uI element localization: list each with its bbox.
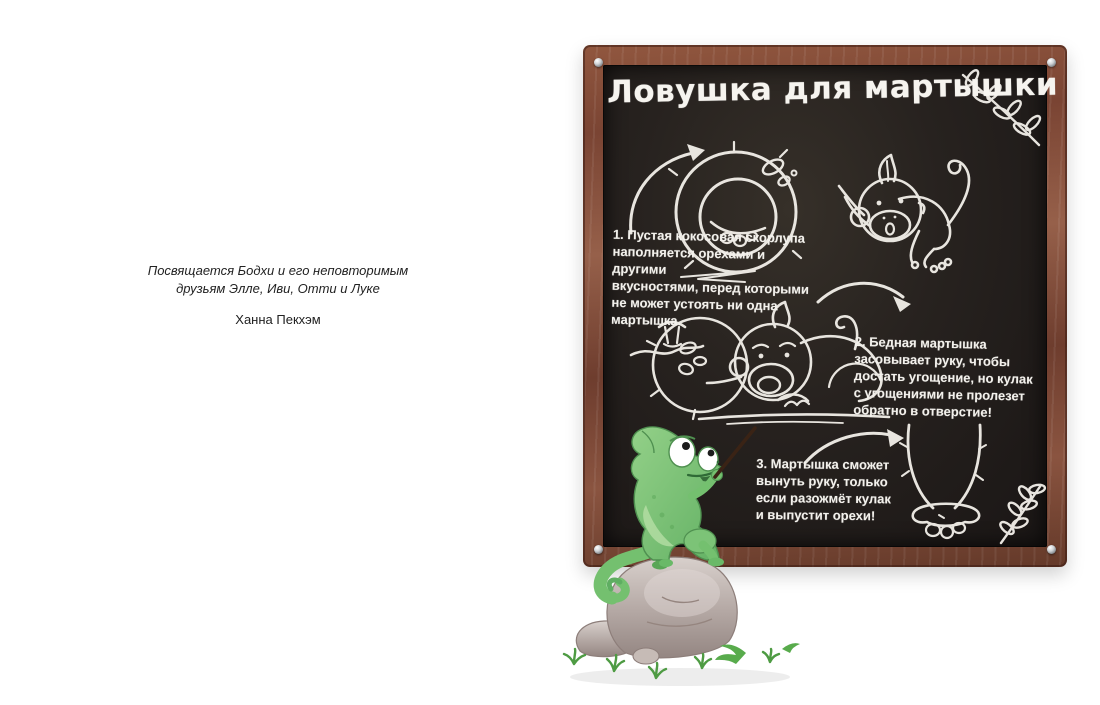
leaf-branch-icon — [998, 484, 1045, 543]
step-1-text: 1. Пустая кокосовая скорлупа наполняется орехами и другими вкусностями, перед которыми не может устоять ни одна мартышка. — [610, 226, 810, 329]
curved-arrow-icon — [631, 144, 705, 233]
dedication-block — [118, 262, 438, 329]
curved-arrow-icon — [818, 283, 911, 312]
chameleon-on-rock — [550, 415, 830, 700]
screw-icon — [594, 58, 603, 67]
pointer-stick — [715, 428, 755, 477]
ground-shadow — [570, 668, 790, 686]
screw-icon — [1047, 545, 1056, 554]
board-title: Ловушка для мартышки — [606, 66, 1059, 111]
dedication-line-2: друзьям Элле, Иви, Отти и Луке — [176, 281, 380, 296]
dedication-line-1: Посвящается Бодхи и его неповторимым — [147, 263, 409, 278]
reaching-monkey-drawing — [839, 155, 969, 272]
step-3-text: 3. Мартышка сможет вынуть руку, только если разожмёт кулак и выпустит орехи! — [755, 456, 891, 524]
chameleon-illustration — [550, 415, 830, 700]
step-2-text: 2. Бедная мартышка засовывает руку, чтобы достать угощение, но кулак с угощениями не пролезет обратно в отверстие! — [853, 333, 1033, 420]
author-name: Ханна Пекхэм — [235, 312, 321, 327]
